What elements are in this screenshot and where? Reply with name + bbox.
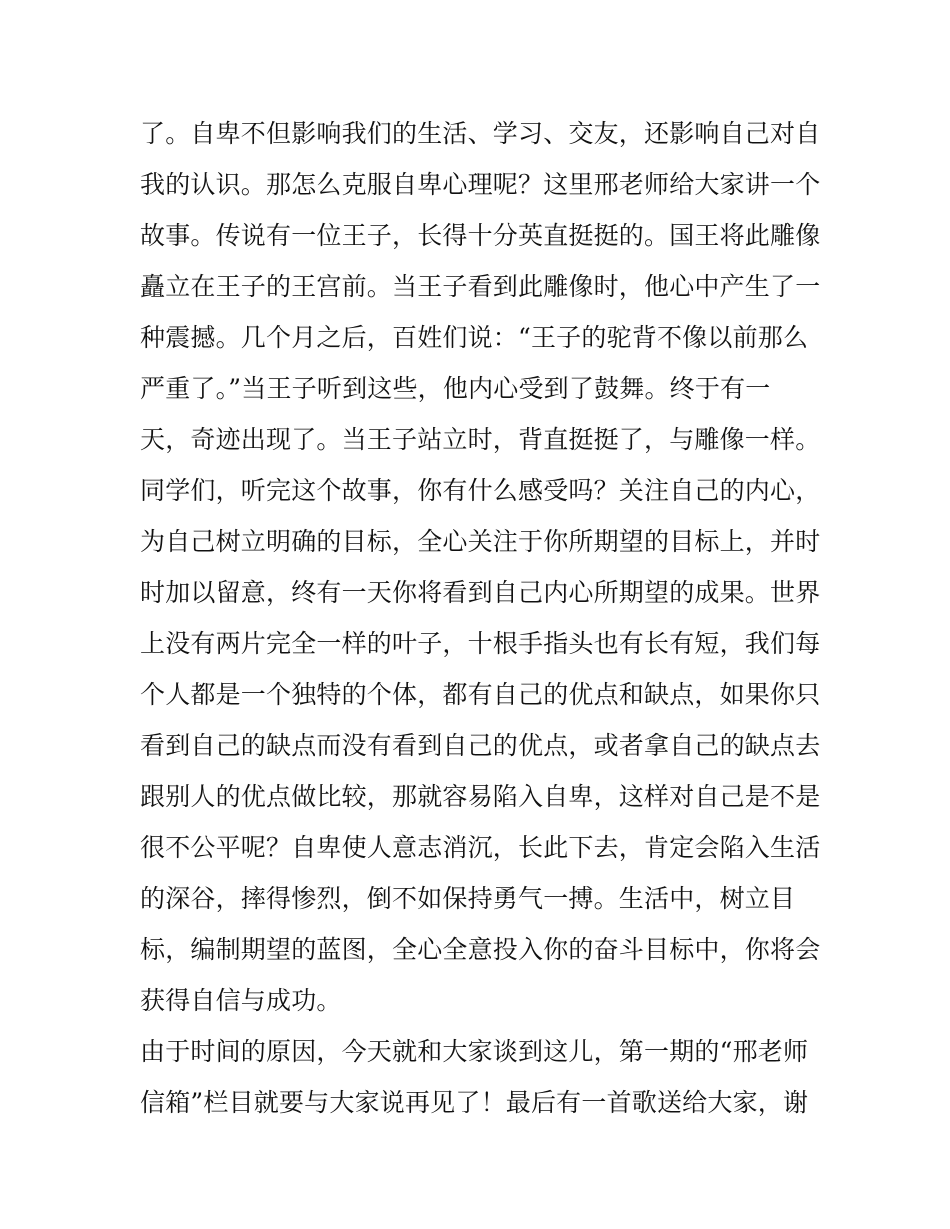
text-line: 获得自信与成功。 [140, 986, 342, 1015]
text-line: 天，奇迹出现了。当王子站立时，背直挺挺了，与雕像一样。 [140, 425, 821, 454]
text-line: 矗立在王子的王宫前。当王子看到此雕像时，他心中产生了一 [140, 272, 821, 301]
text-line: 时加以留意，终有一天你将看到自己内心所期望的成果。世界 [140, 578, 821, 607]
text-line: 个人都是一个独特的个体，都有自己的优点和缺点，如果你只 [140, 680, 821, 709]
text-line: 故事。传说有一位王子，长得十分英直挺挺的。国王将此雕像 [140, 221, 821, 250]
text-line: 标，编制期望的蓝图，全心全意投入你的奋斗目标中，你将会 [140, 935, 821, 964]
text-line: 信箱”栏目就要与大家说再见了！最后有一首歌送给大家，谢 [140, 1088, 809, 1117]
body-text [140, 108, 830, 1128]
text-line: 的深谷，摔得惨烈，倒不如保持勇气一搏。生活中，树立目 [140, 884, 796, 913]
text-line: 同学们，听完这个故事，你有什么感受吗？关注自己的内心， [140, 476, 821, 505]
text-line: 种震撼。几个月之后，百姓们说：“王子的驼背不像以前那么 [140, 323, 809, 352]
text-line: 上没有两片完全一样的叶子，十根手指头也有长有短，我们每 [140, 629, 821, 658]
text-line: 跟别人的优点做比较，那就容易陷入自卑，这样对自己是不是 [140, 782, 821, 811]
text-line: 严重了。”当王子听到这些，他内心受到了鼓舞。终于有一 [140, 374, 771, 403]
text-line: 为自己树立明确的目标，全心关注于你所期望的目标上，并时 [140, 527, 821, 556]
text-line: 了。自卑不但影响我们的生活、学习、交友，还影响自己对自 [140, 119, 821, 148]
text-line: 由于时间的原因，今天就和大家谈到这儿，第一期的“邢老师 [140, 1037, 809, 1066]
text-line: 很不公平呢？自卑使人意志消沉，长此下去，肯定会陷入生活 [140, 833, 821, 862]
text-line: 我的认识。那怎么克服自卑心理呢？这里邢老师给大家讲一个 [140, 170, 821, 199]
text-line: 看到自己的缺点而没有看到自己的优点，或者拿自己的缺点去 [140, 731, 821, 760]
